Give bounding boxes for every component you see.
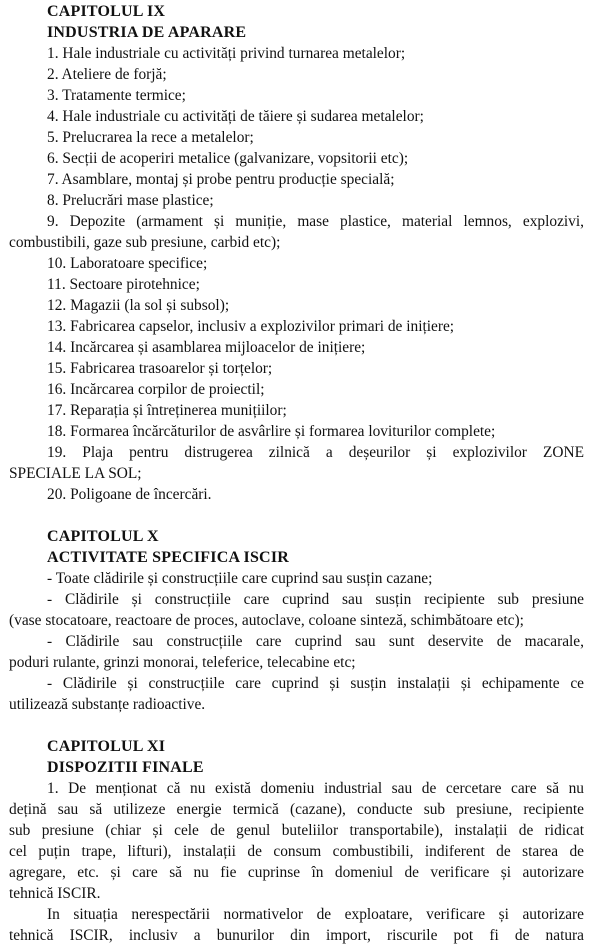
paragraph-line: - Clădirile sau construcțiile care cuprind sau sunt deservite de macarale,: [47, 633, 584, 650]
chapter-10-title: CAPITOLUL X: [47, 528, 159, 545]
list-item: 8. Prelucrări mase plastice;: [47, 192, 214, 209]
paragraph-line: In situația nerespectării normativelor de exploatare, verificare și autorizare: [47, 906, 584, 923]
chapter-11-subtitle: DISPOZITII FINALE: [47, 759, 204, 776]
list-item: 18. Formarea încărcăturilor de asvârlire și formarea loviturilor complete;: [47, 423, 496, 440]
list-item-continuation: combustibili, gaze sub presiune, carbid etc);: [9, 234, 281, 251]
paragraph-line: agregare, etc. și care să nu fie cuprinse în domeniul de verificare și autorizare: [9, 864, 584, 881]
list-item: 11. Sectoare pirotehnice;: [47, 276, 200, 293]
paragraph-line: - Toate clădirile și construcțiile care cuprind sau susțin cazane;: [47, 570, 433, 587]
paragraph-line: poduri rulante, grinzi monorai, teleferice, telecabine etc;: [9, 654, 356, 671]
paragraph-line: 1. De menționat că nu există domeniu industrial sau de cercetare care să nu: [47, 780, 584, 797]
list-item: 3. Tratamente termice;: [47, 87, 186, 104]
list-item: 17. Reparația și întreținerea munițiilor;: [47, 402, 287, 419]
list-item: 12. Magazii (la sol și subsol);: [47, 297, 230, 314]
list-item: 5. Prelucrarea la rece a metalelor;: [47, 129, 254, 146]
list-item: 10. Laboratoare specifice;: [47, 255, 208, 272]
list-item: 1. Hale industriale cu activități privind turnarea metalelor;: [47, 45, 406, 62]
chapter-9-subtitle: INDUSTRIA DE APARARE: [47, 24, 247, 41]
paragraph-line: utilizează substanțe radioactive.: [9, 696, 206, 713]
chapter-9-title: CAPITOLUL IX: [47, 3, 166, 20]
paragraph-line: (vase stocatoare, reactoare de proces, autoclave, coloane sinteză, schimbătoare etc);: [9, 612, 524, 629]
list-item: 9. Depozite (armament și muniție, mase plastice, material lemnos, explozivi,: [47, 213, 584, 230]
paragraph-line: tehnică ISCIR, inclusiv a bunurilor din import, riscurile pot fi de natura: [9, 927, 584, 944]
chapter-10-subtitle: ACTIVITATE SPECIFICA ISCIR: [47, 549, 289, 566]
list-item: 2. Ateliere de forjă;: [47, 66, 167, 83]
list-item: 20. Poligoane de încercări.: [47, 486, 212, 503]
paragraph-line: sub presiune (chiar și cele de genul buteliilor transportabile), instalații de ridicat: [9, 822, 584, 839]
list-item: 6. Secții de acoperiri metalice (galvanizare, vopsitorii etc);: [47, 150, 409, 167]
list-item: 13. Fabricarea capselor, inclusiv a explozivilor primari de inițiere;: [47, 318, 455, 335]
paragraph-line: - Clădirile și construcțiile care cuprind sau susțin recipiente sub presiune: [47, 591, 584, 608]
paragraph-line: - Clădirile și construcțiile care cuprind și susțin instalații și echipamente ce: [47, 675, 584, 692]
chapter-10: [9, 526, 584, 715]
list-item: 4. Hale industriale cu activități de tăiere și sudarea metalelor;: [47, 108, 424, 125]
list-item-continuation: SPECIALE LA SOL;: [9, 465, 142, 482]
chapter-9: [9, 1, 584, 505]
list-item: 19. Plaja pentru distrugerea zilnică a deșeurilor și explozivilor ZONE: [47, 444, 584, 461]
paragraph-line: cel puțin trape, lifturi), instalații de consum combustibili, indiferent de starea de: [9, 843, 584, 860]
paragraph-line: tehnică ISCIR.: [9, 885, 101, 902]
list-item: 16. Incărcarea corpilor de proiectil;: [47, 381, 265, 398]
chapter-11: [9, 736, 584, 946]
paragraph-line: dețină sau să utilizeze energie termică (cazane), conducte sub presiune, recipiente: [9, 801, 584, 818]
list-item: 14. Incărcarea și asamblarea mijloacelor de inițiere;: [47, 339, 366, 356]
list-item: 15. Fabricarea trasoarelor și torțelor;: [47, 360, 273, 377]
list-item: 7. Asamblare, montaj și probe pentru producție specială;: [47, 171, 395, 188]
chapter-11-title: CAPITOLUL XI: [47, 738, 166, 755]
